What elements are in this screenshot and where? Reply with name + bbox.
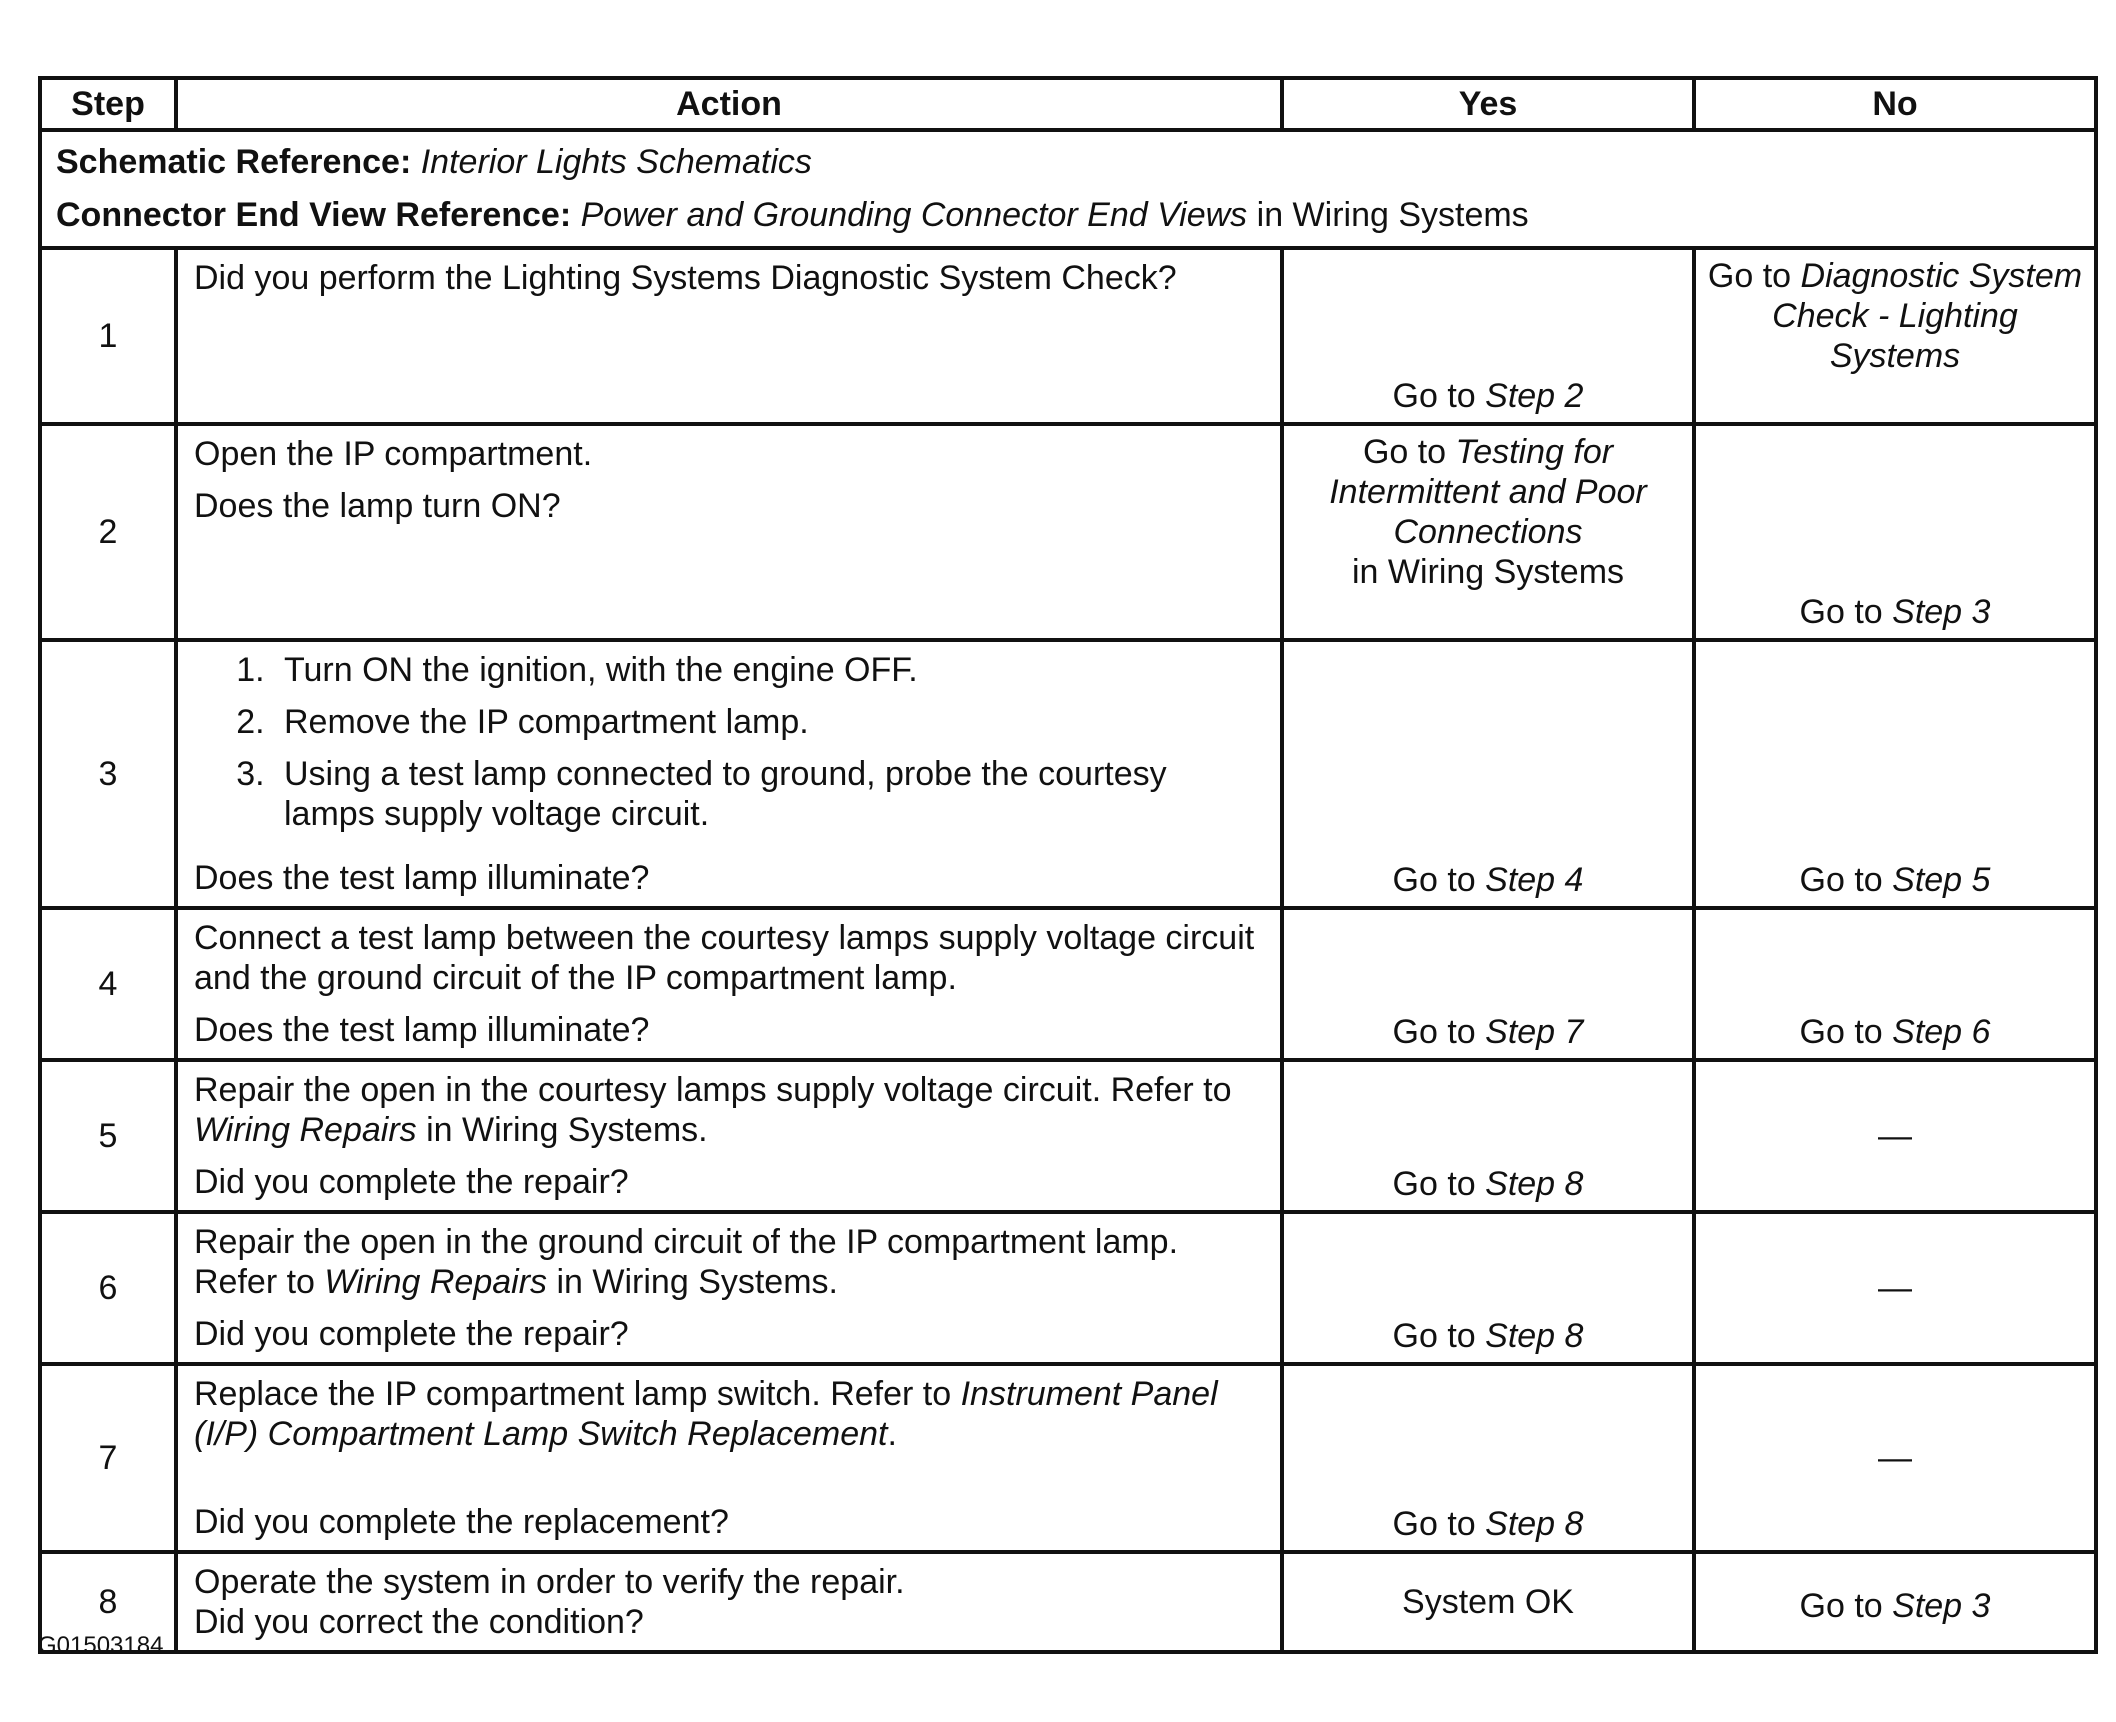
diagnostic-table: [38, 76, 2098, 1654]
header-yes: Yes: [1282, 78, 1694, 130]
yes-cell: Go to Step 2: [1282, 248, 1694, 424]
no-cell: Go to Step 5: [1694, 640, 2096, 908]
step-number: 3: [40, 640, 176, 908]
table-row: [40, 1212, 2096, 1364]
reference-row: [40, 130, 2096, 248]
action-cell: Operate the system in order to verify the repair. Did you correct the condition?: [176, 1552, 1282, 1652]
no-cell: Go to Step 3: [1694, 424, 2096, 640]
table-row: [40, 248, 2096, 424]
schematic-reference: Schematic Reference: Interior Lights Schematics: [56, 143, 812, 181]
action-cell: Repair the open in the ground circuit of the IP compartment lamp. Refer to Wiring Repairs in Wiring Systems. Did you complete the repair?: [176, 1212, 1282, 1364]
table-row: [40, 1060, 2096, 1212]
yes-cell: Go to Step 8: [1282, 1060, 1694, 1212]
header-step: Step: [40, 78, 176, 130]
no-cell: Go to Diagnostic System Check - Lighting Systems: [1694, 248, 2096, 424]
no-cell: —: [1694, 1212, 2096, 1364]
action-cell: Replace the IP compartment lamp switch. Refer to Instrument Panel (I/P) Compartment Lamp Switch Replacement. Did you complete the replacement?: [176, 1364, 1282, 1552]
list-item: 3. Using a test lamp connected to ground, probe the courtesy lamps supply voltage circuit.: [274, 754, 1264, 834]
table-row: [40, 640, 2096, 908]
table-row: [40, 424, 2096, 640]
list-item: 1. Turn ON the ignition, with the engine OFF.: [274, 650, 1264, 690]
no-cell: —: [1694, 1060, 2096, 1212]
header-row: [40, 78, 2096, 130]
action-cell: Open the IP compartment. Does the lamp turn ON?: [176, 424, 1282, 640]
yes-cell: Go to Step 8: [1282, 1364, 1694, 1552]
table-row: [40, 1552, 2096, 1652]
step-number: 2: [40, 424, 176, 640]
action-cell: Did you perform the Lighting Systems Diagnostic System Check?: [176, 248, 1282, 424]
step-number: 4: [40, 908, 176, 1060]
step-number: 8: [40, 1552, 176, 1652]
yes-cell: Go to Step 7: [1282, 908, 1694, 1060]
step-number: 7: [40, 1364, 176, 1552]
action-cell: 1. Turn ON the ignition, with the engine OFF. 2. Remove the IP compartment lamp. 3. Using a test lamp connected to ground, probe the courtesy lamps supply voltage circuit. Does the test lamp illuminate?: [176, 640, 1282, 908]
step-number: 1: [40, 248, 176, 424]
step-number: 6: [40, 1212, 176, 1364]
procedure-list: [194, 650, 1264, 846]
action-cell: Repair the open in the courtesy lamps supply voltage circuit. Refer to Wiring Repairs in Wiring Systems. Did you complete the repair?: [176, 1060, 1282, 1212]
yes-cell: Go to Step 8: [1282, 1212, 1694, 1364]
no-cell: Go to Step 6: [1694, 908, 2096, 1060]
yes-cell: System OK: [1282, 1552, 1694, 1652]
list-item: 2. Remove the IP compartment lamp.: [274, 702, 1264, 742]
reference-cell: [40, 130, 2096, 248]
connector-reference: Connector End View Reference: Power and Grounding Connector End Views in Wiring Systems: [56, 196, 1529, 234]
table-row: [40, 1364, 2096, 1552]
no-cell: —: [1694, 1364, 2096, 1552]
header-no: No: [1694, 78, 2096, 130]
header-action: Action: [176, 78, 1282, 130]
action-cell: Connect a test lamp between the courtesy lamps supply voltage circuit and the ground circuit of the IP compartment lamp. Does the test lamp illuminate?: [176, 908, 1282, 1060]
yes-cell: Go to Testing for Intermittent and Poor Connections in Wiring Systems: [1282, 424, 1694, 640]
yes-cell: Go to Step 4: [1282, 640, 1694, 908]
no-cell: Go to Step 3: [1694, 1552, 2096, 1652]
figure-id: G01503184: [38, 1632, 164, 1659]
table-row: [40, 908, 2096, 1060]
step-number: 5: [40, 1060, 176, 1212]
